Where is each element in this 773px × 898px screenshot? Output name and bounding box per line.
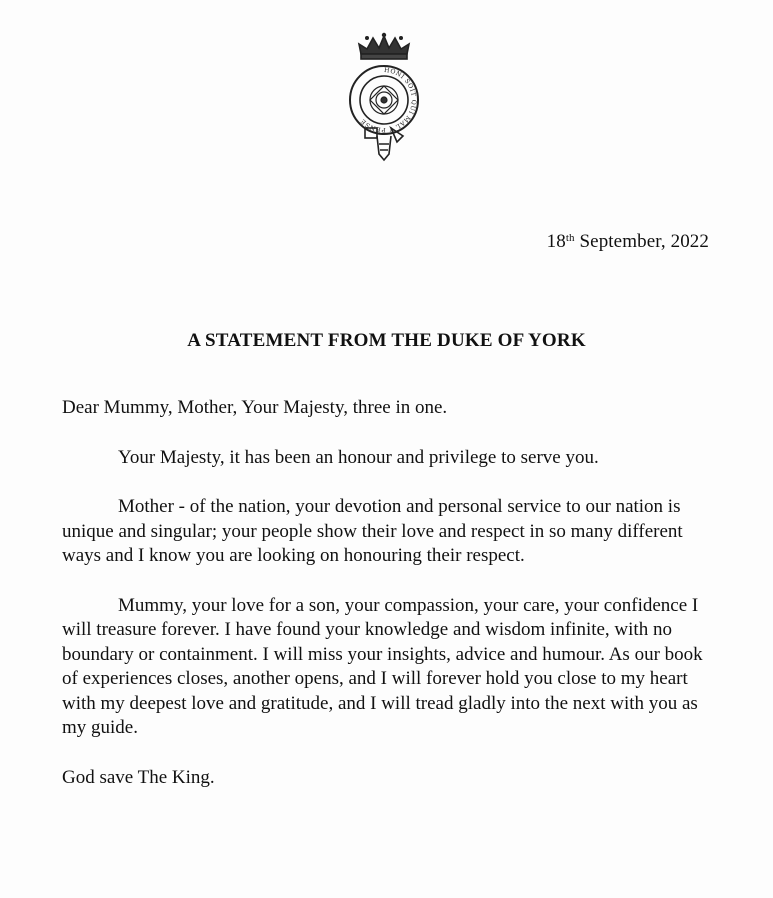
letter-body [62, 396, 717, 790]
closing-line: God save The King. [62, 766, 215, 788]
letter-date [547, 231, 709, 253]
paragraph-1: Your Majesty, it has been an honour and privilege to serve you. [118, 446, 599, 468]
royal-crest-icon [339, 32, 429, 164]
svg-text:HONI SOIT QUI MAL Y PENSE: HONI SOIT QUI MAL Y PENSE [359, 66, 418, 134]
statement-heading: A STATEMENT FROM THE DUKE OF YORK [187, 330, 586, 351]
salutation: Dear Mummy, Mother, Your Majesty, three in one. [62, 397, 448, 418]
date-rest: September, 2022 [579, 231, 709, 252]
paragraph-3: Mummy, your love for a son, your compassion, your care, your confidence I will treasure forever. I have found your knowledge and wisdom infinite, with no boundary or containment. I will miss your insights, advice and humour. As our book of experiences closes, another opens, and I will forever hold you close to my heart with my deepest love and gratitude, and I will tread gladly into the next with you as my guide. [62, 594, 703, 738]
paragraph-2: Mother - of the nation, your devotion and personal service to our nation is unique and singular; your people show their love and respect in so many different ways and I know you are looking on honouring their respect. [62, 496, 683, 566]
date-day: 18 [546, 231, 566, 252]
date-suffix: th [565, 231, 575, 244]
